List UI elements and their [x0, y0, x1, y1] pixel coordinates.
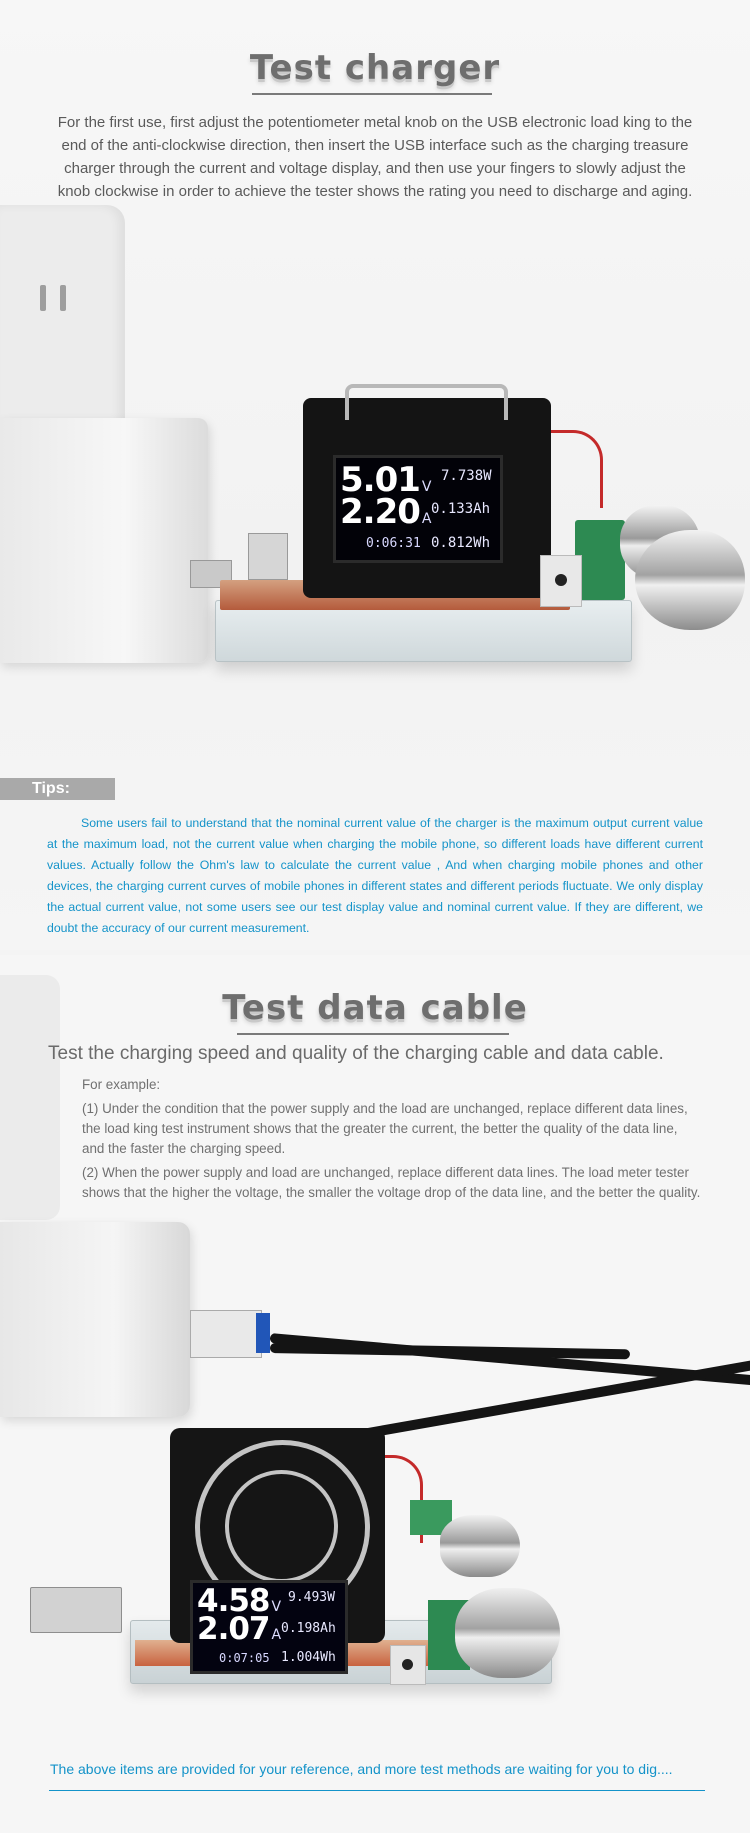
- footer-underline: [49, 1790, 705, 1791]
- footer-note: The above items are provided for your reference, and more test methods are waiting for you to dig....: [50, 1761, 673, 1777]
- usb-connector: [30, 1587, 122, 1633]
- example-label: For example:: [82, 1077, 161, 1092]
- capacity-reading: 0.198Ah: [281, 1621, 336, 1636]
- time-reading: 0:06:31: [366, 536, 421, 551]
- potentiometer-knob: [440, 1515, 520, 1577]
- potentiometer-knob-large: [455, 1588, 560, 1678]
- usb-plug: [190, 1310, 262, 1358]
- title-underline: [252, 93, 492, 95]
- tips-paragraph: Some users fail to understand that the nominal current value of the charger is the maximum output current value at the maximum load, not the current value when charging the mobile phone, so different loads have different current values. Actually follow the Ohm's law to calculate the current value , And when charging mobile phones and other devices, the charging current curves of mobile phones in different states and different periods fluctuate. We only display the actual current value, not some users see our test display value and nominal current value. If they are different, we doubt the accuracy of our current measurement.: [47, 816, 703, 935]
- intro-paragraph: For the first use, first adjust the potentiometer metal knob on the USB electronic load king to the end of the anti-clockwise direction, then insert the USB interface such as the charging treasure charger through the current and voltage display, and then use your fingers to slowly adjust the knob clockwise in order to achieve the tester shows the rating you need to discharge and aging.: [57, 114, 693, 200]
- charger-adapter: [0, 1222, 190, 1417]
- example-item-2: (2) When the power supply and load are unchanged, replace different data lines. The load meter tester shows that the higher the voltage, the smaller the voltage drop of the data line, and the better the quality.: [82, 1165, 701, 1200]
- push-button: [390, 1645, 426, 1685]
- socket-slot: [60, 285, 66, 311]
- voltage-reading: 5.01 V: [340, 460, 431, 500]
- terminal-block: [575, 520, 625, 600]
- capacity-reading: 0.133Ah: [431, 501, 491, 517]
- current-reading: 2.07 A: [197, 1611, 281, 1647]
- example-item-1: (1) Under the condition that the power supply and the load are unchanged, replace different data lines, the load king test instrument shows that the greater the current, the better the quality of the data line, and the faster the charging speed.: [82, 1101, 688, 1156]
- tester-display: [333, 455, 503, 563]
- power-reading: 9.493W: [288, 1590, 335, 1605]
- tips-label: Tips:: [0, 778, 115, 800]
- section-subtitle: Test the charging speed and quality of the charging cable and data cable.: [48, 1043, 664, 1064]
- section-title-test-charger: Test charger: [249, 48, 501, 88]
- cable-connector: [256, 1313, 270, 1353]
- usb-port: [248, 533, 288, 580]
- energy-reading: 1.004Wh: [281, 1650, 336, 1665]
- wall-socket: [0, 205, 125, 445]
- charger-adapter: [0, 418, 208, 663]
- potentiometer-knob-large: [635, 530, 745, 630]
- title-underline: [237, 1033, 509, 1035]
- tester-display: [190, 1580, 348, 1674]
- section-title-test-data-cable: Test data cable: [222, 988, 528, 1028]
- time-reading: 0:07:05: [219, 1651, 270, 1665]
- power-reading: 7.738W: [441, 468, 492, 484]
- fan-guard-inner: [225, 1470, 338, 1583]
- socket-slot: [40, 285, 46, 311]
- push-button: [540, 555, 582, 607]
- energy-reading: 0.812Wh: [431, 535, 491, 551]
- current-reading: 2.20 A: [340, 492, 431, 532]
- fan-wire: [550, 430, 603, 508]
- voltage-reading: 4.58 V: [197, 1583, 281, 1619]
- fan-guard-handle: [345, 384, 508, 420]
